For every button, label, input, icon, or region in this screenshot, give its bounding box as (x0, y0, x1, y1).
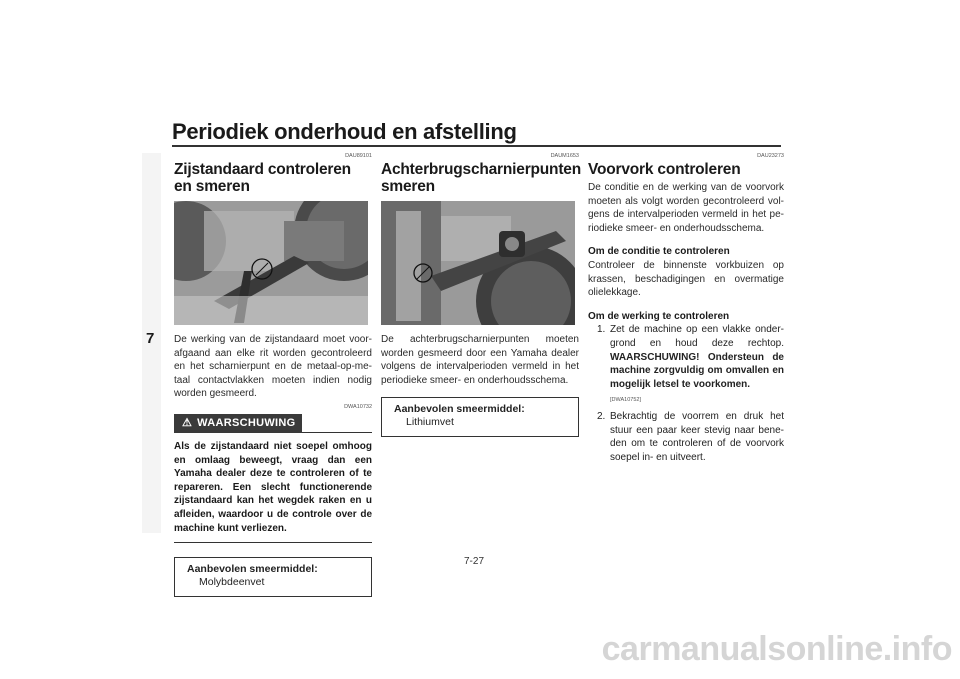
warning-badge (174, 414, 302, 433)
warning-end-rule (174, 542, 372, 543)
warning-label: WAARSCHUWING (197, 416, 296, 429)
subheading-operation: Om de werking te controleren (588, 310, 730, 322)
condition-text: Controleer de binnenste vorkbuizen op krassen, beschadigingen en overmatige olielekkage. (588, 259, 784, 299)
lubricant-label: Aanbevolen smeermiddel: (394, 403, 525, 416)
step-text: Zet de machine op een vlakke onder-grond en houd deze rechtop. (610, 324, 784, 349)
section-body: De achterbrugscharnierpunten moeten worden gesmeerd door een Yamaha dealer volgens de intervalperioden vermeld in het periodieke smeer- en onderhoudsschema. (381, 334, 579, 386)
lubricant-label: Aanbevolen smeermiddel: (187, 563, 318, 576)
sidestand-illustration (174, 201, 368, 325)
section-swingarm (381, 150, 579, 437)
warning-rule (302, 432, 372, 433)
section-code: DAUM1653 (550, 153, 579, 159)
lubricant-box (381, 397, 579, 437)
warning-text: Als de zijstandaard niet soepel omhoog en omlaag beweegt, vraag dan een Yamaha dealer deze te controleren of te repareren. Een slecht functionerende zijstandaard kan het wegdek raken en u afleiden, waardoor u de controle over de machine kunt verliezen. (174, 440, 372, 534)
lubricant-value: Molybdeenvet (199, 576, 265, 589)
section-heading: Zijstandaard controleren en smeren (174, 161, 351, 195)
sidestand-photo (174, 201, 368, 325)
list-item (588, 410, 784, 464)
chapter-number: 7 (146, 330, 155, 347)
page-number: 7-27 (464, 556, 485, 567)
subheading-condition: Om de conditie te controleren (588, 246, 730, 258)
watermark: carmanualsonline.info (601, 630, 952, 668)
section-intro: De conditie en de werking van de voorvork moeten als volgt worden gecontroleerd vol-gens de intervalperioden vermeld in het pe-riodieke smeer- en onderhoudsschema. (588, 182, 784, 234)
section-code: DAU89101 (345, 153, 372, 159)
title-rule (172, 145, 781, 147)
section-front-fork (588, 150, 784, 464)
section-body: De werking van de zijstandaard moet voor-afgaand aan elke rit worden gecontroleerd en het scharnierpunt en de metaal-op-me-taal contactvlakken moeten indien nodig worden gesmeerd. (174, 334, 372, 400)
warning-code: DWA10732 (344, 403, 372, 410)
warning-triangle-icon: ⚠ (182, 416, 193, 429)
step-text: Bekrachtig de voorrem en druk het stuur een paar keer stevig naar bene-den om te controleren of de voorvork soepel in- en uitveert. (610, 410, 784, 463)
steps-list (588, 323, 784, 464)
step-warning: WAARSCHUWING! Ondersteun de machine zorgvuldig om omvallen en mogelijk letsel te voorkomen. (610, 351, 784, 390)
step-reference: [DWA10752] (610, 397, 641, 404)
section-sidestand (174, 150, 372, 597)
section-code: DAU23273 (757, 153, 784, 159)
warning-header (174, 414, 372, 434)
swingarm-photo (381, 201, 575, 325)
list-item (588, 323, 784, 408)
page-title: Periodiek onderhoud en afstelling (172, 119, 517, 144)
step-number: 2. (597, 410, 606, 422)
step-number: 1. (597, 324, 606, 336)
section-heading: Voorvork controleren (588, 161, 741, 178)
lubricant-value: Lithiumvet (406, 416, 454, 429)
section-heading: Achterbrugscharnierpunten smeren (381, 161, 581, 195)
swingarm-illustration (381, 201, 575, 325)
lubricant-box (174, 557, 372, 597)
